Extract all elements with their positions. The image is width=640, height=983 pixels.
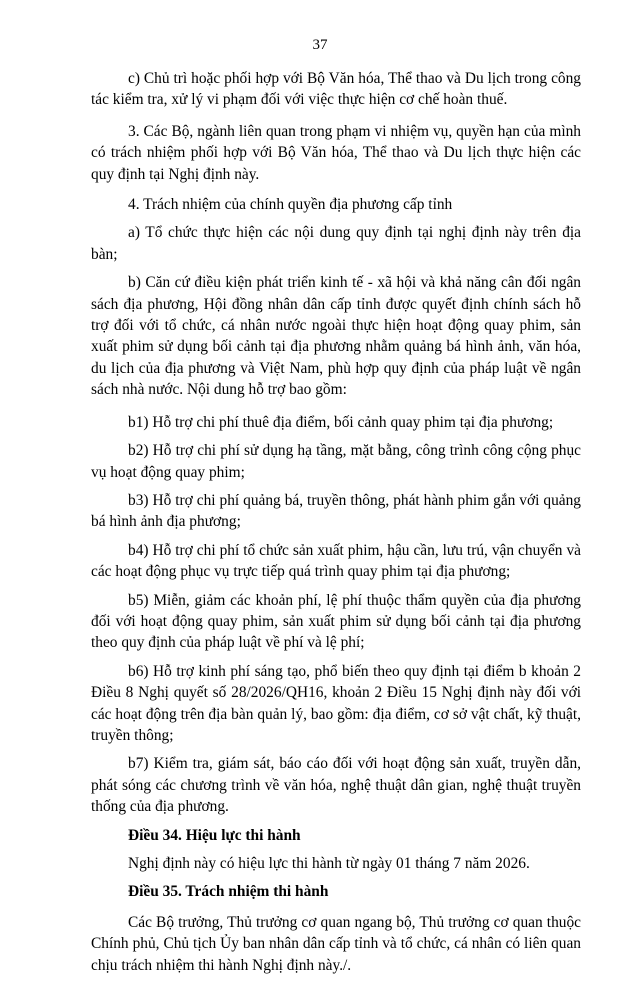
paragraph-item-3: 3. Các Bộ, ngành liên quan trong phạm vi nhiệm vụ, quyền hạn của mình có trách nhiệm phối hợp với Bộ Văn hóa, Thể thao và Du lịch thực hiện các quy định tại Nghị định này.: [91, 122, 581, 183]
paragraph-item-b2: b2) Hỗ trợ chi phí sử dụng hạ tầng, mặt bằng, công trình công cộng phục vụ hoạt động quay phim;: [91, 442, 581, 481]
article-34-heading: Điều 34. Hiệu lực thi hành: [128, 826, 301, 844]
page-number: 37: [312, 37, 328, 53]
paragraph-item-a: a) Tổ chức thực hiện các nội dung quy định tại nghị định này trên địa bàn;: [91, 224, 581, 263]
article-34-body: Nghị định này có hiệu lực thi hành từ ngày 01 tháng 7 năm 2026.: [128, 855, 530, 872]
paragraph-item-b1: b1) Hỗ trợ chi phí thuê địa điểm, bối cảnh quay phim tại địa phương;: [128, 413, 554, 431]
paragraph-item-b6: b6) Hỗ trợ kinh phí sáng tạo, phổ biến theo quy định tại điểm b khoản 2 Điều 8 Nghị quyết số 28/2026/QH16, khoản 2 Điều 15 Nghị định này đối với các hoạt động trên địa bàn quản lý, bao gồm: địa điểm, cơ sở vật chất, kỹ thuật, truyền thông;: [91, 662, 581, 744]
paragraph-item-4: 4. Trách nhiệm của chính quyền địa phương cấp tỉnh: [128, 196, 453, 214]
paragraph-item-c: c) Chủ trì hoặc phối hợp với Bộ Văn hóa, Thể thao và Du lịch trong công tác kiểm tra, xử lý vi phạm đối với việc thực hiện cơ chế hoàn thuế.: [91, 70, 581, 109]
paragraph-item-b5: b5) Miễn, giảm các khoản phí, lệ phí thuộc thẩm quyền của địa phương đối với hoạt động quay phim, sản xuất phim sử dụng bối cảnh tại địa phương theo quy định của pháp luật về phí và lệ phí;: [91, 591, 581, 652]
paragraph-item-b3: b3) Hỗ trợ chi phí quảng bá, truyền thông, phát hành phim gắn với quảng bá hình ảnh địa phương;: [91, 491, 581, 531]
paragraph-item-b4: b4) Hỗ trợ chi phí tổ chức sản xuất phim, hậu cần, lưu trú, vận chuyển và các hoạt động phục vụ trực tiếp quá trình quay phim tại địa phương;: [91, 541, 581, 581]
paragraph-item-b: b) Căn cứ điều kiện phát triển kinh tế - xã hội và khả năng cân đối ngân sách địa phương, Hội đồng nhân dân cấp tỉnh được quyết định chính sách hỗ trợ đối với tổ chức, cá nhân nước ngoài thực hiện hoạt động quay phim, sản xuất phim sử dụng bối cảnh tại địa phương nhằm quảng bá hình ảnh, văn hóa, du lịch của địa phương và Việt Nam, phù hợp quy định của pháp luật về ngân sách nhà nước. Nội dung hỗ trợ bao gồm:: [91, 274, 581, 399]
document-body: [91, 68, 581, 983]
article-35-heading: Điều 35. Trách nhiệm thi hành: [128, 883, 329, 901]
article-35-body: Các Bộ trưởng, Thủ trưởng cơ quan ngang bộ, Thủ trưởng cơ quan thuộc Chính phủ, Chủ tịch Ủy ban nhân dân cấp tỉnh và tổ chức, cá nhân có liên quan chịu trách nhiệm thi hành Nghị định này./.: [91, 913, 581, 974]
paragraph-item-b7: b7) Kiểm tra, giám sát, báo cáo đối với hoạt động sản xuất, truyền dẫn, phát sóng các chương trình về văn hóa, nghệ thuật dân gian, nghệ thuật truyền thống của địa phương.: [91, 755, 581, 816]
